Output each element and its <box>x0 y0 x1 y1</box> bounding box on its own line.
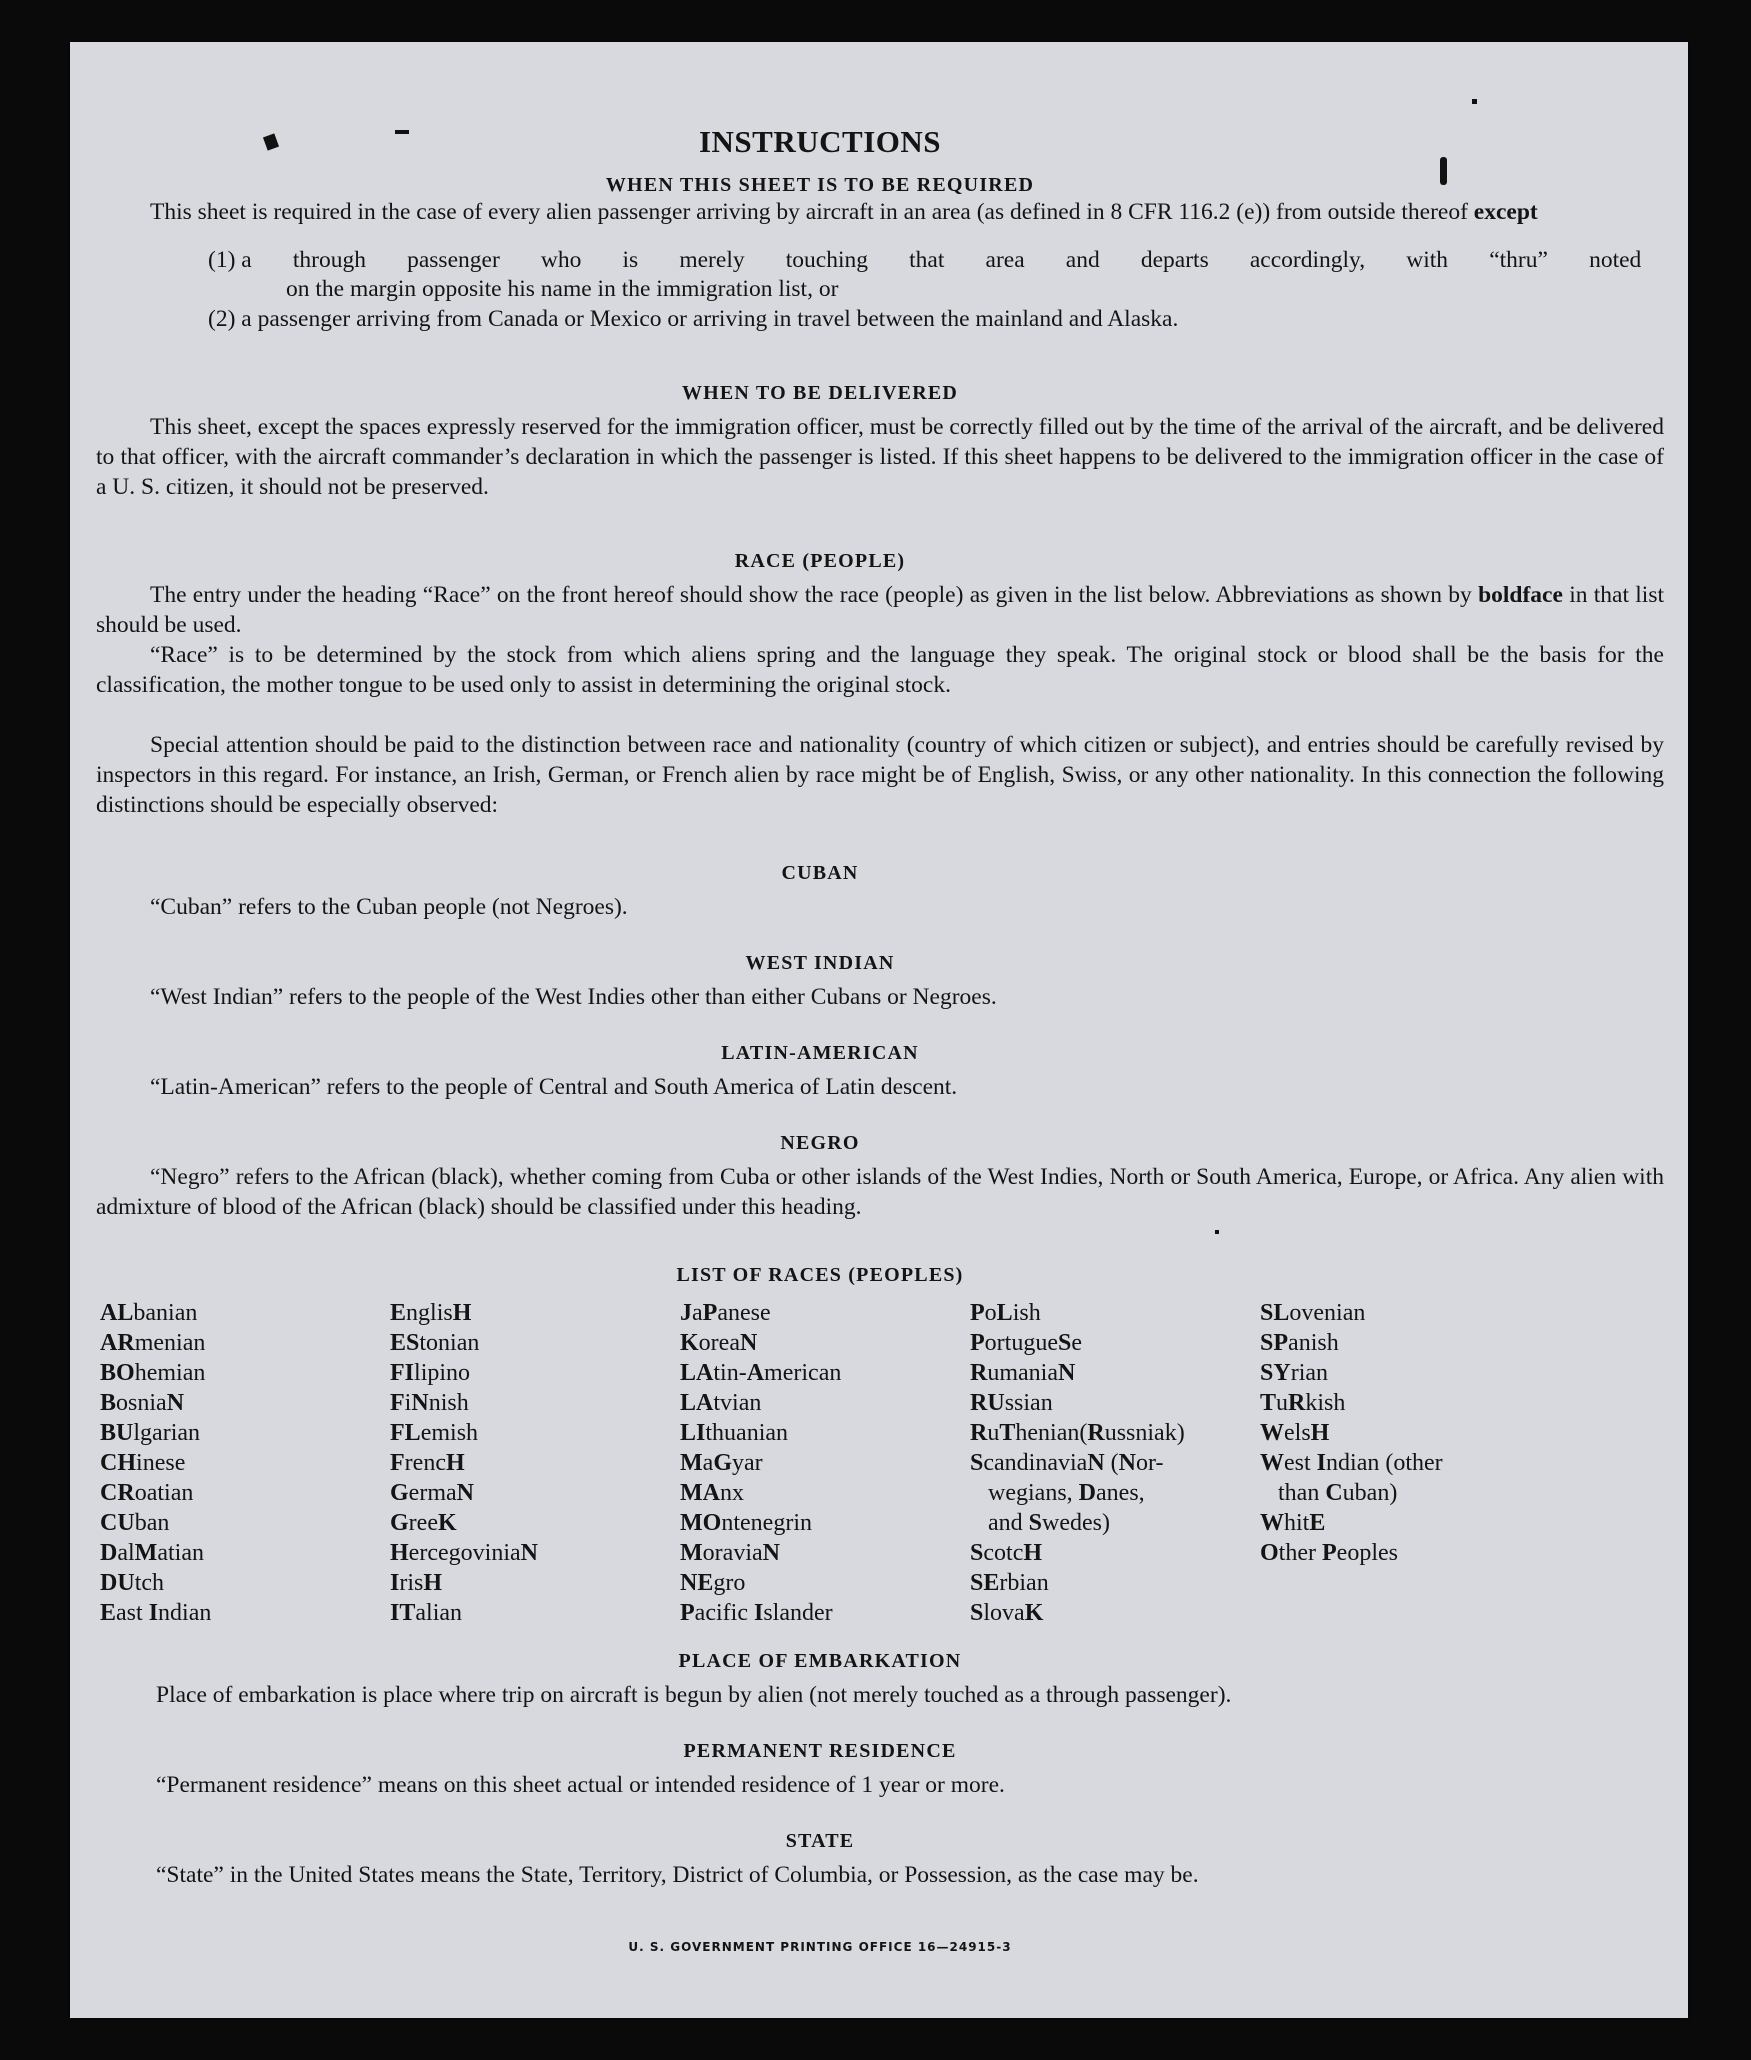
required-item-1-num: (1) <box>208 247 236 273</box>
race-entry: MoraviaN <box>680 1540 780 1566</box>
race-entry: SPanish <box>1260 1330 1339 1356</box>
section-heading-race: RACE (PEOPLE) <box>734 550 906 572</box>
race-entry: SErbian <box>970 1570 1049 1596</box>
race-entry: LAtin-American <box>680 1360 842 1386</box>
permanent-residence-text: “Permanent residence” means on this sheet actual or intended residence of 1 year or more. <box>156 1772 1005 1798</box>
race-entry: WhitE <box>1260 1510 1326 1536</box>
race-entry: PortugueSe <box>970 1330 1083 1356</box>
section-heading-permanent-residence: PERMANENT RESIDENCE <box>683 1740 957 1762</box>
race-entry: WelsH <box>1260 1420 1330 1446</box>
race-entry: FLemish <box>390 1420 479 1446</box>
race-entry: BUlgarian <box>100 1420 201 1446</box>
race-entry: FiNnish <box>390 1390 469 1416</box>
required-item-1 <box>208 245 1668 275</box>
race-entry: IrisH <box>390 1570 443 1596</box>
race-text-3: Special attention should be paid to the distinction between race and nationality (country of which citizen or subject), and entries should be carefully revised by inspectors in this regard. For instance, an Irish, German, or French alien by race might be of English, Swiss, or any other nationality. In this connection the following distinctions should be especially observed: <box>96 732 1664 818</box>
race-entry: BosniaN <box>100 1390 185 1416</box>
race-text-2: “Race” is to be determined by the stock from which aliens spring and the language they speak. The original stock or blood shall be the basis for the classification, the mother tongue to be used only to assist in determining the original stock. <box>96 642 1664 698</box>
races-column-4 <box>970 1298 1185 1628</box>
required-text <box>96 197 1664 227</box>
race-entry: ScotcH <box>970 1540 1043 1566</box>
race-entry: MAnx <box>680 1480 744 1506</box>
race-entry: LIthuanian <box>680 1420 789 1446</box>
race-entry: wegians, Danes, <box>988 1480 1145 1506</box>
race-entry: West Indian (other <box>1260 1450 1443 1476</box>
form-sheet <box>70 42 1688 2018</box>
race-entry: RumaniaN <box>970 1360 1076 1386</box>
race-text-1b: in that list should be used. <box>96 582 1665 638</box>
required-text-body: This sheet is required in the case of every alien passenger arriving by aircraft in an area (as defined in 8 CFR 116.2 (e)) from outside thereof <box>150 199 1474 225</box>
race-entry: ARmenian <box>100 1330 206 1356</box>
race-entry: RuThenian(Russniak) <box>970 1420 1185 1446</box>
race-entry: BOhemian <box>100 1360 206 1386</box>
races-column-2 <box>390 1298 538 1628</box>
race-entry: and Swedes) <box>988 1510 1111 1536</box>
section-heading-embarkation: PLACE OF EMBARKATION <box>678 1650 962 1672</box>
race-text-1a: The entry under the heading “Race” on the front hereof should show the race (people) as given in the list below. Abbreviations as shown by <box>150 582 1479 608</box>
races-column-5 <box>1260 1298 1443 1568</box>
race-entry: LAtvian <box>680 1390 762 1416</box>
race-text-1 <box>96 580 1664 640</box>
race-entry: KoreaN <box>680 1330 758 1356</box>
race-entry: MaGyar <box>680 1450 763 1476</box>
race-entry: ALbanian <box>100 1300 198 1326</box>
race-entry: FrencH <box>390 1450 465 1476</box>
embarkation-text: Place of embarkation is place where trip on aircraft is begun by alien (not merely touched as a through passenger). <box>156 1682 1232 1708</box>
negro-text: “Negro” refers to the African (black), whether coming from Cuba or other islands of the West Indies, North or South America, Europe, or Africa. Any alien with admixture of blood of the African (black) should be classified under this heading. <box>96 1164 1664 1220</box>
required-text-except: except <box>1473 199 1538 225</box>
race-text-boldface: boldface <box>1478 582 1563 608</box>
section-heading-delivered: WHEN TO BE DELIVERED <box>681 382 959 404</box>
race-entry: EStonian <box>390 1330 480 1356</box>
race-entry: SLovenian <box>1260 1300 1366 1326</box>
race-entry: ITalian <box>390 1600 463 1626</box>
ink-speck <box>1472 99 1477 104</box>
state-text: “State” in the United States means the State, Territory, District of Columbia, or Possession, as the case may be. <box>156 1862 1199 1888</box>
required-item-1-text-a: a through passenger who is merely touching that area and departs accordingly, with “thru” noted <box>241 247 1642 273</box>
race-entry: EnglisH <box>390 1300 472 1326</box>
race-entry: East Indian <box>100 1600 212 1626</box>
race-entry: CUban <box>100 1510 170 1536</box>
section-heading-cuban: CUBAN <box>781 862 859 884</box>
race-entry: FIlipino <box>390 1360 471 1386</box>
delivered-text: This sheet, except the spaces expressly reserved for the immigration officer, must be correctly filled out by the time of the arrival of the aircraft, and be delivered to that officer, with the aircraft commander’s declaration in which the passenger is listed. If this sheet happens to be delivered to the immigration officer in the case of a U. S. citizen, it should not be preserved. <box>96 414 1664 500</box>
race-entry: PoLish <box>970 1300 1041 1326</box>
race-entry: GermaN <box>390 1480 474 1506</box>
races-column-1 <box>100 1298 211 1628</box>
required-item-2 <box>208 304 1668 334</box>
race-entry: NEgro <box>680 1570 746 1596</box>
required-item-2-text: a passenger arriving from Canada or Mexico or arriving in travel between the mainland and Alaska. <box>241 306 1179 332</box>
required-item-1-text-b: on the margin opposite his name in the immigration list, or <box>286 276 839 302</box>
section-heading-required: WHEN THIS SHEET IS TO BE REQUIRED <box>605 174 1035 196</box>
races-column-3 <box>680 1298 841 1628</box>
race-entry: Pacific Islander <box>680 1600 833 1626</box>
race-entry: DUtch <box>100 1570 165 1596</box>
section-heading-latin-american: LATIN-AMERICAN <box>721 1042 919 1064</box>
race-entry: MOntenegrin <box>680 1510 812 1536</box>
race-entry: TuRkish <box>1260 1390 1346 1416</box>
latin-american-text: “Latin-American” refers to the people of Central and South America of Latin descent. <box>150 1074 958 1100</box>
race-entry: CRoatian <box>100 1480 194 1506</box>
race-entry: SYrian <box>1260 1360 1329 1386</box>
section-heading-negro: NEGRO <box>780 1132 860 1154</box>
race-entry: RUssian <box>970 1390 1053 1416</box>
race-entry: SlovaK <box>970 1600 1044 1626</box>
ink-speck <box>1215 1230 1219 1234</box>
race-entry: HercegoviniaN <box>390 1540 538 1566</box>
cuban-text: “Cuban” refers to the Cuban people (not Negroes). <box>150 894 628 920</box>
section-heading-list-of-races: LIST OF RACES (PEOPLES) <box>676 1264 964 1286</box>
section-heading-state: STATE <box>785 1830 855 1852</box>
race-entry: DalMatian <box>100 1540 204 1566</box>
race-entry: than Cuban) <box>1278 1480 1398 1506</box>
race-entry: JaPanese <box>680 1300 771 1326</box>
race-entry: ScandinaviaN (Nor- <box>970 1450 1164 1476</box>
page-title: INSTRUCTIONS <box>698 124 941 159</box>
printing-office-footer: U. S. GOVERNMENT PRINTING OFFICE 16—24915-3 <box>628 1940 1012 1954</box>
west-indian-text: “West Indian” refers to the people of the West Indies other than either Cubans or Negroes. <box>150 984 997 1010</box>
race-entry: Other Peoples <box>1260 1540 1398 1566</box>
required-item-2-num: (2) <box>208 306 236 332</box>
race-entry: GreeK <box>390 1510 457 1536</box>
section-heading-west-indian: WEST INDIAN <box>745 952 895 974</box>
race-entry: CHinese <box>100 1450 186 1476</box>
